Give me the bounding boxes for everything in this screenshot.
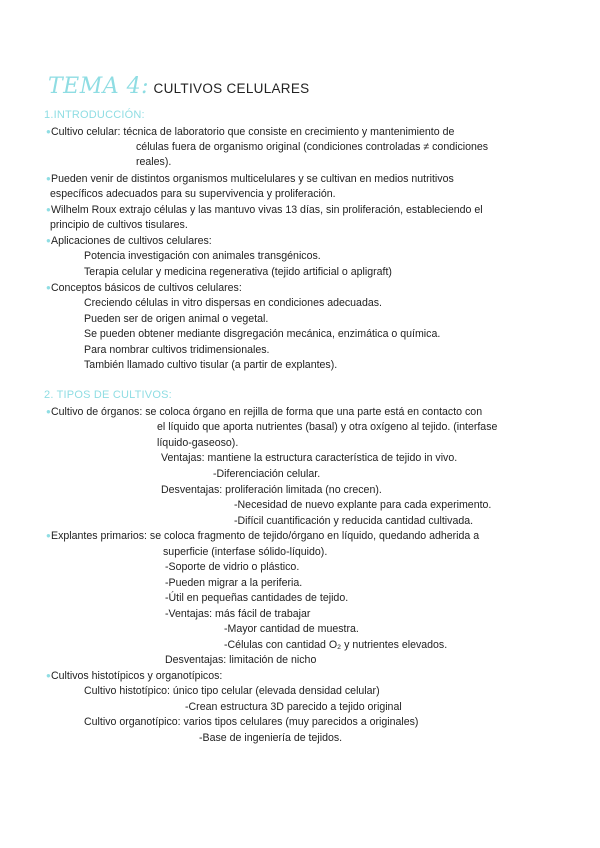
introduccion-line-text: Terapia celular y medicina regenerativa (tejido artificial o apligraft) (84, 266, 392, 278)
introduccion-line-text: Cultivo celular: técnica de laboratorio que consiste en crecimiento y mantenimiento de (51, 126, 455, 138)
tipos-line-text: Cultivo organotípico: varios tipos celulares (muy parecidos a originales) (84, 716, 419, 728)
tipos-line-text: Cultivo histotípico: único tipo celular (elevada densidad celular) (84, 685, 380, 697)
bullet-icon: ● (46, 531, 51, 540)
tipos-line-text: -Células con cantidad O₂ y nutrientes elevados. (224, 639, 448, 651)
tipos-line (165, 607, 310, 621)
title-topic: CULTIVOS CELULARES (153, 81, 310, 96)
introduccion-line (84, 327, 440, 341)
introduccion-line (46, 281, 242, 295)
tipos-line-text: -Útil en pequeñas cantidades de tejido. (165, 592, 349, 604)
introduccion-line-text: principio de cultivos tisulares. (50, 219, 188, 231)
introduccion-line (50, 187, 336, 201)
introduccion-line (46, 125, 454, 139)
tipos-line-text: -Ventajas: más fácil de trabajar (165, 608, 311, 620)
introduccion-line-text: Creciendo células in vitro dispersas en condiciones adecuadas. (84, 297, 382, 309)
tipos-line (84, 684, 380, 698)
tipos-line-text: -Mayor cantidad de muestra. (224, 623, 359, 635)
tipos-line (213, 467, 320, 481)
section-heading-tipos: 2. TIPOS DE CULTIVOS: (44, 389, 172, 401)
introduccion-line-text: Se pueden obtener mediante disgregación mecánica, enzimática o química. (84, 328, 441, 340)
tipos-line (157, 436, 238, 450)
tipos-line (234, 498, 491, 512)
tipos-line-text: -Diferenciación celular. (213, 468, 321, 480)
introduccion-line (84, 312, 268, 326)
introduccion-line (84, 358, 337, 372)
introduccion-line (50, 218, 188, 232)
introduccion-line (84, 249, 321, 263)
tipos-line-text: -Difícil cuantificación y reducida cantidad cultivada. (234, 515, 474, 527)
introduccion-line (46, 234, 212, 248)
tipos-line (161, 451, 457, 465)
tipos-line-text: -Soporte de vidrio o plástico. (165, 561, 300, 573)
introduccion-line-text: También llamado cultivo tisular (a partir de explantes). (84, 359, 338, 371)
introduccion-line-text: Para nombrar cultivos tridimensionales. (84, 344, 270, 356)
tipos-line (46, 405, 482, 419)
bullet-icon: ● (46, 205, 51, 214)
introduccion-line (84, 343, 269, 357)
tipos-line-text: -Crean estructura 3D parecido a tejido original (185, 701, 402, 713)
bullet-icon: ● (46, 174, 51, 183)
introduccion-line-text: Aplicaciones de cultivos celulares: (51, 235, 212, 247)
bullet-icon: ● (46, 236, 51, 245)
tipos-line-text: Ventajas: mantiene la estructura característica de tejido in vivo. (161, 452, 458, 464)
page-title (48, 74, 309, 99)
introduccion-line (136, 155, 171, 169)
tipos-line-text: superficie (interfase sólido-líquido). (163, 546, 328, 558)
introduccion-line-text: Pueden venir de distintos organismos multicelulares y se cultivan en medios nutritivos (51, 173, 454, 185)
tipos-line (84, 715, 418, 729)
introduccion-line-text: Wilhelm Roux extrajo células y las mantuvo vivas 13 días, sin proliferación, estableciendo el (51, 204, 483, 216)
introduccion-line (136, 140, 488, 154)
tipos-line (165, 576, 302, 590)
title-tema: TEMA 4: (48, 74, 150, 99)
tipos-line (224, 638, 447, 652)
bullet-icon: ● (46, 127, 51, 136)
tipos-line-text: Desventajas: limitación de nicho (165, 654, 317, 666)
tipos-line (165, 653, 316, 667)
tipos-line (46, 529, 479, 543)
introduccion-line-text: Pueden ser de origen animal o vegetal. (84, 313, 269, 325)
tipos-line (234, 514, 473, 528)
tipos-line-text: líquido-gaseoso). (157, 437, 239, 449)
introduccion-line (46, 172, 454, 186)
introduccion-line-text: células fuera de organismo original (condiciones controladas ≠ condiciones (136, 141, 489, 153)
tipos-line-text: -Base de ingeniería de tejidos. (199, 732, 343, 744)
tipos-line (165, 560, 299, 574)
tipos-line-text: Desventajas: proliferación limitada (no crecen). (161, 484, 382, 496)
tipos-line-text: Cultivos histotípicos y organotípicos: (51, 670, 223, 682)
bullet-icon: ● (46, 283, 51, 292)
introduccion-line-text: reales). (136, 156, 172, 168)
tipos-line (46, 669, 222, 683)
bullet-icon: ● (46, 407, 51, 416)
tipos-line-text: -Pueden migrar a la periferia. (165, 577, 303, 589)
tipos-line (157, 420, 497, 434)
tipos-line (199, 731, 342, 745)
tipos-line-text: Cultivo de órganos: se coloca órgano en rejilla de forma que una parte está en contacto con (51, 406, 483, 418)
tipos-line (185, 700, 402, 714)
tipos-line-text: -Necesidad de nuevo explante para cada experimento. (234, 499, 492, 511)
tipos-line-text: Explantes primarios: se coloca fragmento de tejido/órgano en líquido, quedando adherida a (51, 530, 480, 542)
introduccion-line (84, 265, 392, 279)
introduccion-line-text: específicos adecuados para su supervivencia y proliferación. (50, 188, 336, 200)
tipos-line (163, 545, 327, 559)
tipos-line (161, 483, 382, 497)
introduccion-line (46, 203, 483, 217)
introduccion-line-text: Conceptos básicos de cultivos celulares: (51, 282, 242, 294)
bullet-icon: ● (46, 671, 51, 680)
section-heading-introduccion: 1.INTRODUCCIÓN: (44, 109, 145, 121)
tipos-line-text: el líquido que aporta nutrientes (basal) y otra oxígeno al tejido. (interfase (157, 421, 498, 433)
introduccion-line-text: Potencia investigación con animales transgénicos. (84, 250, 321, 262)
introduccion-line (84, 296, 382, 310)
tipos-line (224, 622, 359, 636)
tipos-line (165, 591, 348, 605)
